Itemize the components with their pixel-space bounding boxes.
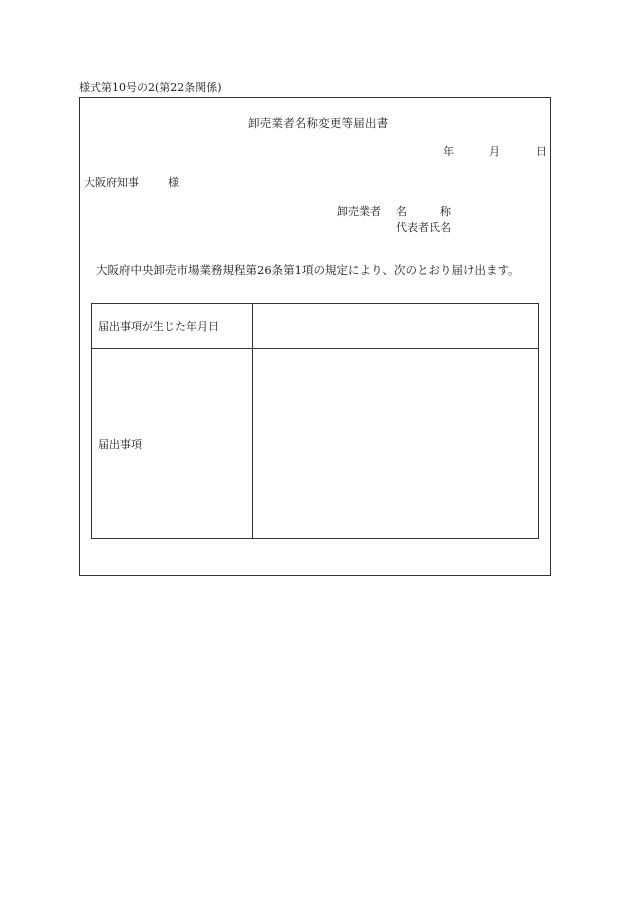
date-day-label: 日	[536, 145, 547, 158]
row-label-date-occurred: 届出事項が生じた年月日	[92, 304, 253, 349]
addressee-name: 大阪府知事	[84, 176, 139, 189]
applicant-name-label-part1: 名	[396, 205, 407, 218]
table-row	[92, 304, 539, 349]
row-label-notification-items: 届出事項	[92, 349, 253, 539]
date-year-label: 年	[443, 145, 454, 158]
document-title: 卸売業者名称変更等届出書	[248, 116, 389, 130]
declaration-statement: 大阪府中央卸売市場業務規程第26条第1項の規定により、次のとおり届け出ます。	[96, 263, 520, 277]
applicant-name-label-part2: 称	[440, 205, 451, 218]
row-value-notification-items[interactable]	[253, 349, 539, 539]
date-month-label: 月	[489, 145, 500, 158]
representative-name-label: 代表者氏名	[396, 221, 451, 234]
row-value-date-occurred[interactable]	[253, 304, 539, 349]
applicant-role-label: 卸売業者	[337, 205, 381, 218]
notification-table	[91, 303, 539, 539]
table-row	[92, 349, 539, 539]
addressee-honorific: 様	[168, 176, 179, 189]
form-number-label: 様式第10号の2(第22条関係)	[79, 81, 222, 94]
